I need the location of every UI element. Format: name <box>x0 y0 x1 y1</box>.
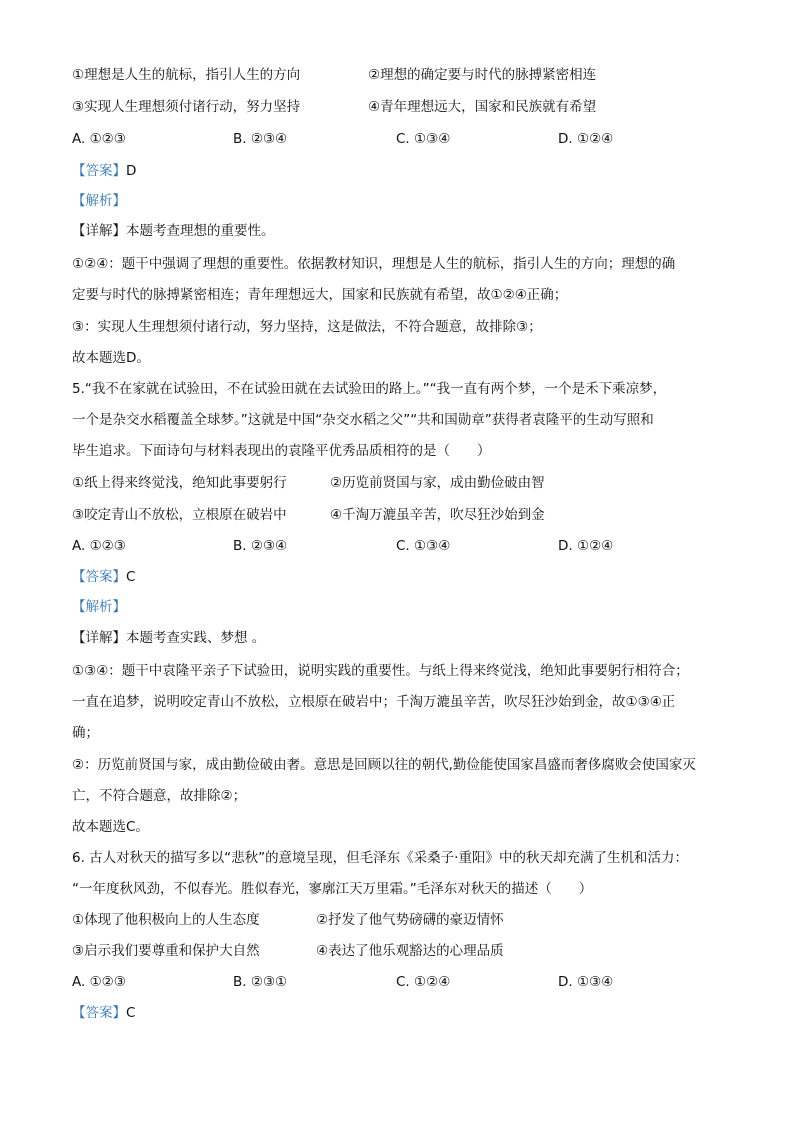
q4-answer-line <box>72 162 136 180</box>
q4-detail-line <box>72 222 275 240</box>
q6-option-b: B. ②③① <box>233 974 288 990</box>
q5-explanation-line: 亡，不符合题意，故排除②； <box>72 788 247 804</box>
q4-answer: D <box>126 163 137 179</box>
q6-option-d: D. ①③④ <box>558 974 614 990</box>
q4-option-d: D. ①②④ <box>558 131 614 147</box>
q5-analysis-tag: 【解析】 <box>72 599 126 615</box>
q6-option-c: C. ①②④ <box>396 974 451 990</box>
q4-explanation-line: 定要与时代的脉搏紧密相连；青年理想远大，国家和民族就有希望，故①②④正确； <box>72 287 568 303</box>
q6-stem-line: 6. 古人对秋天的描写多以“悲秋”的意境呈现，但毛泽东《采桑子·重阳》中的秋天却充满了生机和活力： <box>72 850 688 866</box>
q5-detail: 本题考查实践、梦想 。 <box>126 630 266 646</box>
q5-explanation-line: 一直在追梦，说明咬定青山不放松，立根原在破岩中；千淘万漉虽辛苦，吹尽狂沙始到金，故①③④正 <box>72 694 676 710</box>
q5-statement-3: ③咬定青山不放松，立根原在破岩中 <box>72 507 287 523</box>
q4-statement-2: ②理想的确定要与时代的脉搏紧密相连 <box>368 67 597 83</box>
q5-option-d: D. ①②④ <box>558 538 614 554</box>
answer-tag: 【答案】 <box>72 569 126 585</box>
q5-explanation-line: ②：历览前贤国与家，成由勤俭破由奢。意思是回顾以往的朝代,勤俭能使国家昌盛而奢侈腐败会使国家灭 <box>72 757 696 773</box>
q6-statement-3: ③启示我们要尊重和保护大自然 <box>72 943 260 959</box>
detail-tag: 【详解】 <box>72 630 126 646</box>
q6-stem-line: “一年度秋风劲，不似春光。胜似春光，寥廓江天万里霜。”毛泽东对秋天的描述（ ） <box>72 881 593 897</box>
q4-statement-1: ①理想是人生的航标，指引人生的方向 <box>72 67 301 83</box>
q5-answer-line <box>72 568 135 586</box>
q5-statement-4: ④千淘万漉虽辛苦，吹尽狂沙始到金 <box>330 507 545 523</box>
q4-explanation-line: ①②④：题干中强调了理想的重要性。依据教材知识，理想是人生的航标，指引人生的方向；理想的确 <box>72 256 676 272</box>
answer-tag: 【答案】 <box>72 163 126 179</box>
q4-option-a: A. ①②③ <box>72 131 126 147</box>
q5-explanation-line: ①③④：题干中袁隆平亲子下试验田，说明实践的重要性。与纸上得来终觉浅，绝知此事要躬行相符合； <box>72 663 689 679</box>
q4-statement-3: ③实现人生理想须付诸行动，努力坚持 <box>72 99 301 115</box>
q5-explanation-line: 故本题选C。 <box>72 819 149 835</box>
q4-explanation-line: ③：实现人生理想须付诸行动，努力坚持，这是做法，不符合题意，故排除③； <box>72 319 542 335</box>
q5-stem-line: 毕生追求。下面诗句与材料表现出的袁隆平优秀品质相符的是（ ） <box>72 443 491 459</box>
q5-option-b: B. ②③④ <box>233 538 288 554</box>
q5-option-c: C. ①③④ <box>396 538 451 554</box>
q5-answer: C <box>126 569 136 585</box>
detail-tag: 【详解】 <box>72 223 126 239</box>
q5-statement-1: ①纸上得来终觉浅，绝知此事要躬行 <box>72 475 287 491</box>
q5-stem-line: 一个是杂交水稻覆盖全球梦。”这就是中国“杂交水稻之父”“共和国勋章”获得者袁隆平的生动写照和 <box>72 412 654 428</box>
q4-detail: 本题考查理想的重要性。 <box>126 223 275 239</box>
q6-option-a: A. ①②③ <box>72 974 126 990</box>
q4-option-c: C. ①③④ <box>396 131 451 147</box>
q4-analysis-tag: 【解析】 <box>72 193 126 209</box>
q4-explanation-line: 故本题选D。 <box>72 350 150 366</box>
q6-answer: C <box>126 1005 136 1021</box>
answer-tag: 【答案】 <box>72 1005 126 1021</box>
q5-stem-line: 5.“我不在家就在试验田，不在试验田就在去试验田的路上。”“我一直有两个梦，一个是禾下乘凉梦， <box>72 381 667 397</box>
q5-detail-line <box>72 629 265 647</box>
q6-statement-2: ②抒发了他气势磅礴的豪迈情怀 <box>316 912 504 928</box>
q4-statement-4: ④青年理想远大，国家和民族就有希望 <box>368 99 597 115</box>
q5-statement-2: ②历览前贤国与家，成由勤俭破由智 <box>330 475 545 491</box>
q5-explanation-line: 确； <box>72 725 99 741</box>
q6-statement-1: ①体现了他积极向上的人生态度 <box>72 912 260 928</box>
q6-answer-line <box>72 1004 135 1022</box>
q6-statement-4: ④表达了他乐观豁达的心理品质 <box>316 943 504 959</box>
q5-option-a: A. ①②③ <box>72 538 126 554</box>
q4-option-b: B. ②③④ <box>233 131 288 147</box>
